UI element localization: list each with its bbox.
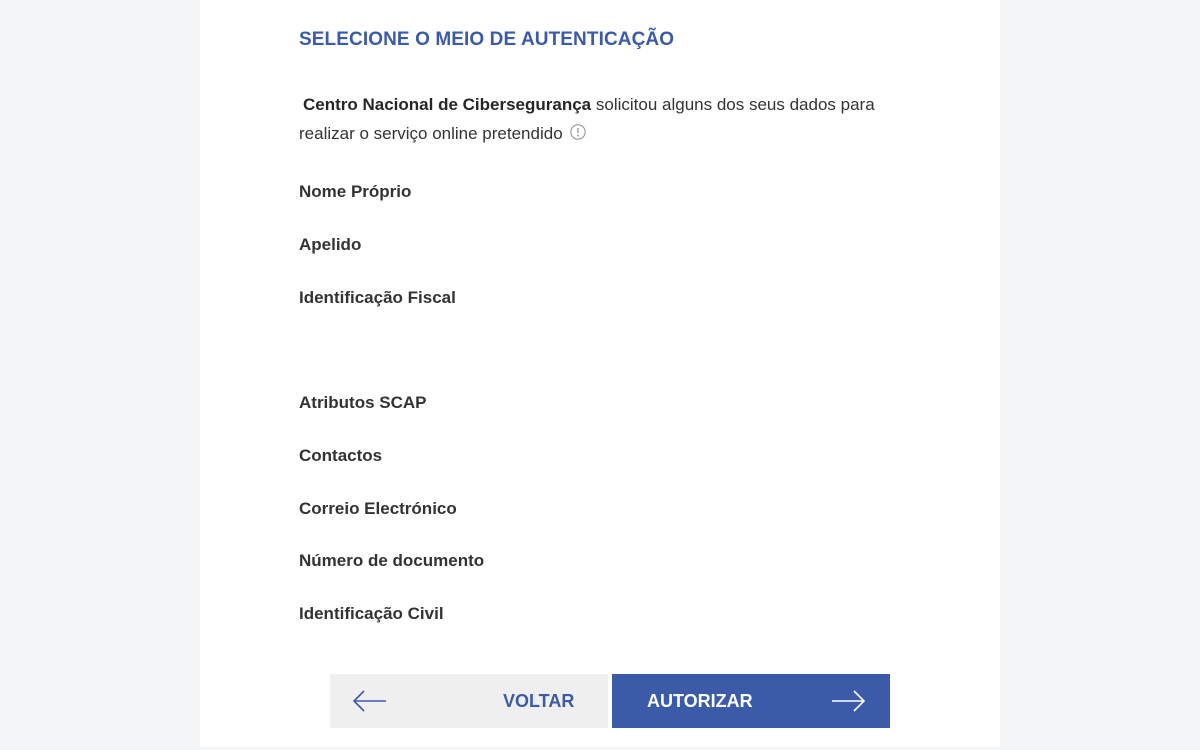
authorize-button[interactable] (612, 674, 890, 728)
consent-request-text (299, 90, 919, 148)
arrow-left-icon (352, 688, 388, 714)
authorize-button-label: AUTORIZAR (647, 691, 753, 711)
attribute-identificacao-civil: Identificação Civil (299, 604, 444, 623)
info-circle-icon[interactable] (570, 120, 586, 136)
attribute-identificacao-fiscal: Identificação Fiscal (299, 288, 456, 307)
attribute-correio-electronico: Correio Electrónico (299, 499, 457, 518)
back-button[interactable] (330, 674, 608, 728)
attribute-contactos: Contactos (299, 446, 383, 465)
page-title: SELECIONE O MEIO DE AUTENTICAÇÃO (299, 29, 675, 50)
request-description: solicitou alguns dos seus dados para realizar o serviço online pretendido (299, 95, 875, 143)
requester-name: Centro Nacional de Cibersegurança (303, 95, 592, 114)
attribute-apelido: Apelido (299, 235, 362, 254)
authorization-panel (200, 0, 1000, 747)
attribute-nome-proprio: Nome Próprio (299, 182, 412, 201)
attribute-numero-documento: Número de documento (299, 551, 485, 570)
attribute-atributos-scap: Atributos SCAP (299, 393, 427, 412)
back-button-label: VOLTAR (503, 691, 575, 711)
arrow-right-icon (830, 688, 866, 714)
